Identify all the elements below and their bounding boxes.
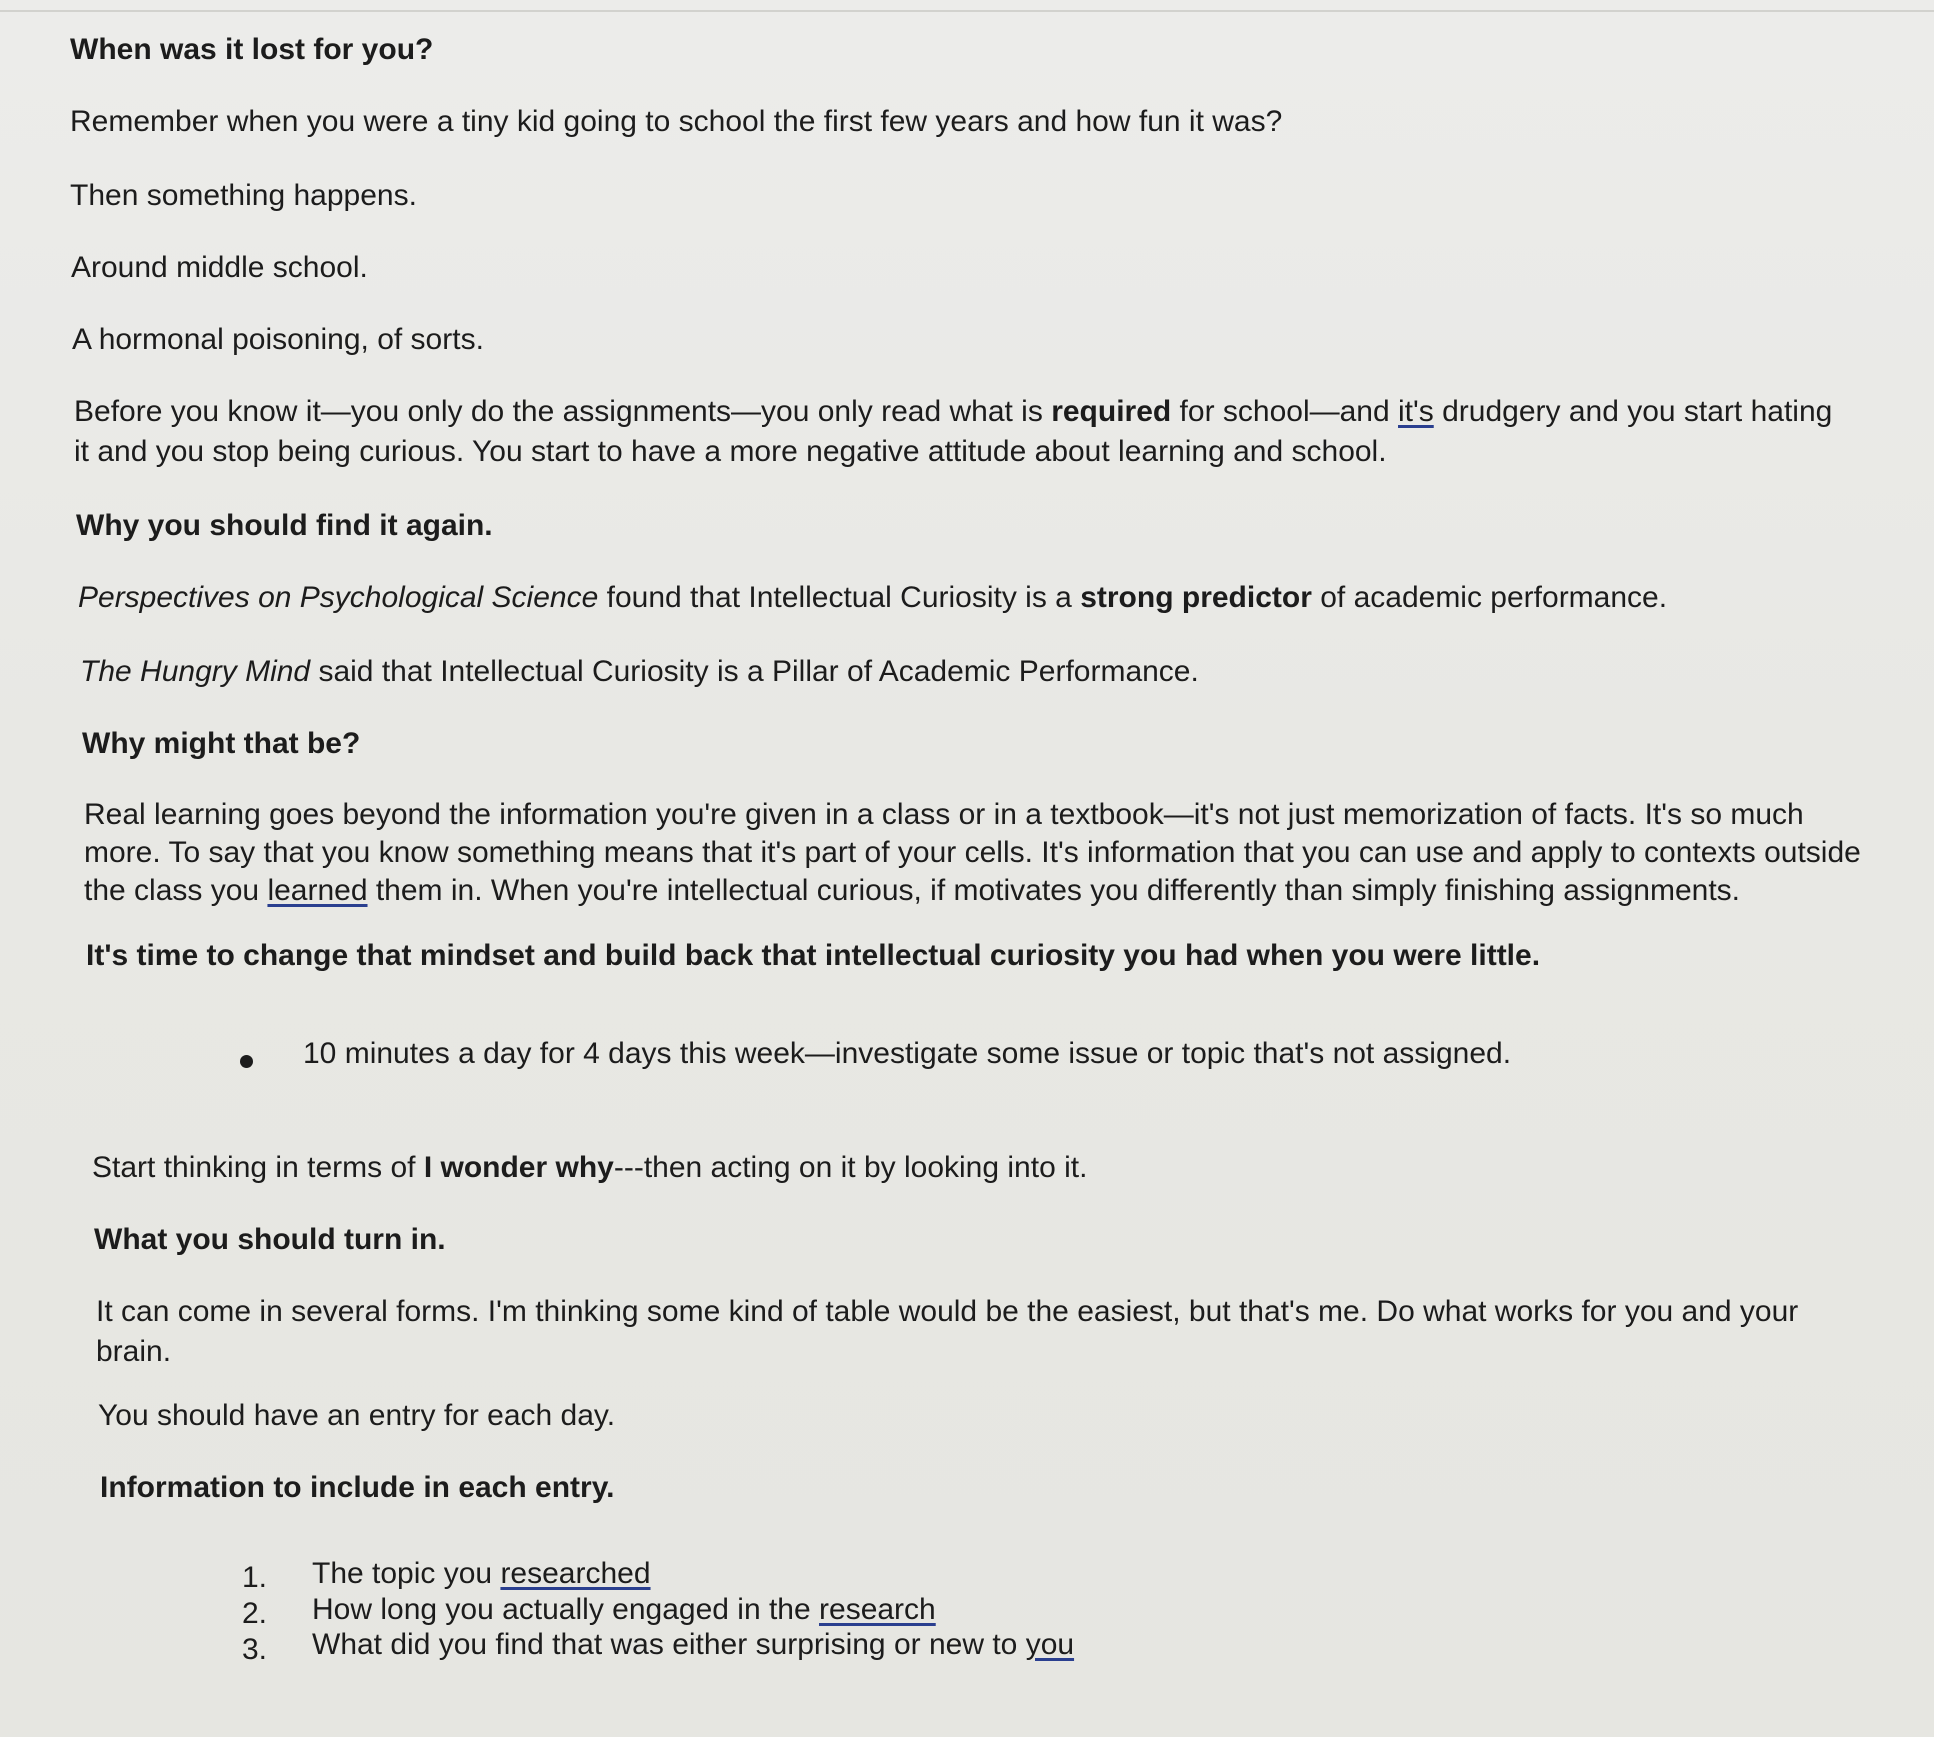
heading-why-might: Why might that be? xyxy=(82,727,361,760)
paragraph-start-thinking xyxy=(92,1148,1087,1188)
list-item-text xyxy=(312,1554,651,1594)
list-item-text xyxy=(312,1590,936,1630)
list-number: 1. xyxy=(242,1561,268,1594)
heading-info: Information to include in each entry. xyxy=(100,1471,615,1504)
before-text-1: Before you know it—you only do the assignments—you only read what is xyxy=(74,395,1052,428)
real-text-2: them in. When you're intellectual curious, if motivates you differently than simply finishing assignments. xyxy=(367,874,1741,907)
paragraph-perspectives xyxy=(78,578,1667,618)
hungry-text: said that Intellectual Curiosity is a Pillar of Academic Performance. xyxy=(310,655,1199,688)
paragraph-hungry xyxy=(80,652,1199,692)
start-text-2: ---then acting on it by looking into it. xyxy=(613,1151,1088,1184)
item-text: The topic you xyxy=(312,1557,501,1590)
before-text-3: drudgery and you start hating it and you stop being curious. You start to have a more negative attitude about learning and school. xyxy=(74,395,1833,468)
real-text-1: Real learning goes beyond the information you're given in a class or in a textbook—it's not just memorization of facts. It's so much more. To say that you know something means that it's part of your cells. It's information that you can use and apply to contexts outside the class you xyxy=(84,798,1861,907)
bullet-item: 10 minutes a day for 4 days this week—investigate some issue or topic that's not assigned. xyxy=(303,1037,1512,1070)
list-item-text xyxy=(312,1625,1074,1665)
item-text: What did you find that was either surprising or new to xyxy=(312,1628,1026,1661)
start-text-1: Start thinking in terms of xyxy=(92,1151,424,1184)
paragraph-real-learning xyxy=(84,796,1884,910)
paragraph-forms: It can come in several forms. I'm thinking some kind of table would be the easiest, but that's me. Do what works for you and your brain. xyxy=(96,1295,1799,1368)
heading-turn-in: What you should turn in. xyxy=(94,1223,446,1256)
paragraph-around: Around middle school. xyxy=(71,251,368,284)
real-learned: learned xyxy=(267,874,368,907)
start-wonder: I wonder why xyxy=(423,1151,614,1184)
before-text-2: for school—and xyxy=(1171,395,1399,428)
heading-why-find: Why you should find it again. xyxy=(76,509,493,542)
heading-when-lost: When was it lost for you? xyxy=(70,33,434,66)
paragraph-remember: Remember when you were a tiny kid going to school the first few years and how fun it was? xyxy=(70,105,1283,138)
paragraph-hormonal: A hormonal poisoning, of sorts. xyxy=(72,323,484,356)
list-number: 3. xyxy=(242,1633,268,1666)
paragraph-time-to-change: It's time to change that mindset and build back that intellectual curiosity you had when you were little. xyxy=(86,939,1541,972)
item-link: you xyxy=(1025,1628,1075,1661)
perspectives-text-2: of academic performance. xyxy=(1311,581,1668,614)
perspectives-title: Perspectives on Psychological Science xyxy=(78,581,599,614)
item-link: researched xyxy=(500,1557,651,1590)
paragraph-entry: You should have an entry for each day. xyxy=(98,1399,616,1432)
list-number: 2. xyxy=(242,1597,268,1630)
paragraph-before xyxy=(74,392,1854,472)
before-its: it's xyxy=(1398,395,1434,428)
perspectives-strong: strong predictor xyxy=(1080,581,1312,614)
hungry-title: The Hungry Mind xyxy=(80,655,311,688)
perspectives-text-1: found that Intellectual Curiosity is a xyxy=(598,581,1081,614)
item-text: How long you actually engaged in the xyxy=(312,1593,820,1626)
item-link: research xyxy=(819,1593,936,1626)
bullet-marker xyxy=(240,1055,253,1068)
paragraph-then: Then something happens. xyxy=(70,179,417,212)
before-required: required xyxy=(1051,395,1172,428)
top-divider xyxy=(0,10,1934,12)
